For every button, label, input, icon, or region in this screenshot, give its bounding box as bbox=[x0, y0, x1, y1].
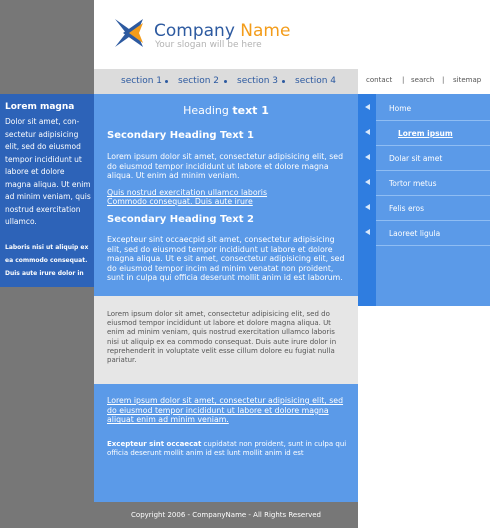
company-logo-icon bbox=[113, 17, 145, 49]
gray-text-box bbox=[94, 296, 358, 384]
secondary-heading-1: Secondary Heading Text 1 bbox=[107, 130, 254, 141]
left-box-bold-text: Laboris nisi ut aliquip ex ea commodo consequat. Duis aute irure dolor in bbox=[5, 244, 89, 277]
arrow-left-icon bbox=[365, 129, 370, 135]
sidebar-item-home[interactable]: Home bbox=[376, 96, 490, 121]
paragraph-1: Lorem ipsum dolor sit amet, consectetur adipisicing elit, sed do eiusmod tempor incididunt ut labore et dolore magna aliqua. Ut enim ad minim veniam. bbox=[107, 152, 344, 181]
nav-dot bbox=[282, 80, 285, 83]
main-content bbox=[94, 94, 358, 296]
sidebar-menu bbox=[376, 94, 490, 306]
lower-content bbox=[94, 384, 358, 502]
sidebar-item-dolar-sit-amet[interactable]: Dolar sit amet bbox=[376, 146, 490, 171]
left-box-title: Lorem magna bbox=[5, 102, 75, 112]
nav-section-3[interactable]: section 3 bbox=[237, 76, 279, 86]
nav-dot bbox=[165, 80, 168, 83]
sidebar-item-lorem-ipsum[interactable]: Lorem ipsum bbox=[376, 121, 490, 146]
nav-section-4[interactable]: section 4 bbox=[295, 76, 337, 86]
arrow-left-icon bbox=[365, 104, 370, 110]
nav-section-2[interactable]: section 2 bbox=[178, 76, 220, 86]
copyright-text: Copyright 2006 - CompanyName - All Rights Reserved bbox=[131, 511, 321, 519]
arrow-left-icon bbox=[365, 154, 370, 160]
left-info-box bbox=[0, 94, 94, 287]
sitemap-link[interactable]: sitemap bbox=[453, 76, 482, 84]
link-separator: | bbox=[402, 76, 405, 84]
section-nav bbox=[94, 69, 358, 94]
nav-section-1[interactable]: section 1 bbox=[121, 76, 163, 86]
paragraph-2: Excepteur sint occaecpid sit amet, consectetur adipisicing elit, sed do eiusmod tempor incididunt ut labore et dolore magna aliqua. Ut e sit amet, consectetur adipisicing elit, sed do eiusmod tempor incim ad minim venatat non proident, sunt in culpa qui officia deserunt mollit anim id est laborum. bbox=[107, 235, 345, 283]
arrow-left-icon bbox=[365, 204, 370, 210]
content-link-1[interactable]: Quis nostrud exercitation ullamco laboris bbox=[107, 188, 268, 197]
lower-content-text: Excepteur sint occaecat cupidatat non proident, sunt in culpa qui officia deserunt mollit anim id est lunt mollit anim id est bbox=[107, 440, 347, 458]
gray-box-text: Lorem ipsum dolor sit amet, consectetur adipisicing elit, sed do eiusmod tempor incididunt ut labore et dolore magna aliqua. Ut enim ad minim veniam, quis nostrud exercitation ullamco laboris nisi ut aliquip ex ea commodo consequat. Duis aute irure dolor in reprehenderit in voluptate velit esse cillum dolore eu fugiat nulla pariatur. bbox=[107, 310, 337, 365]
sidebar-item-laoreet-ligula[interactable]: Laoreet ligula bbox=[376, 221, 490, 246]
sidebar-item-felis-eros[interactable]: Felis eros bbox=[376, 196, 490, 221]
footer bbox=[94, 502, 358, 528]
nav-dot bbox=[224, 80, 227, 83]
page-heading: Heading text 1 bbox=[183, 104, 269, 117]
arrow-left-icon bbox=[365, 179, 370, 185]
arrow-left-icon bbox=[365, 229, 370, 235]
sidebar-arrow-strip bbox=[358, 94, 376, 306]
left-box-text: Dolor sit amet, con-sectetur adipisicing elit, sed do eiusmod tempor incididunt ut labore et dolore magna aliqua. Ut enim ad minim veniam, quis nostrud exercitation ullamco. bbox=[5, 117, 91, 226]
slogan: Your slogan will be here bbox=[155, 40, 262, 50]
company-name[interactable]: Company Name bbox=[154, 21, 291, 41]
content-link-2[interactable]: Commodo consequat. Duis aute irure bbox=[107, 197, 253, 206]
sidebar-item-tortor-metus[interactable]: Tortor metus bbox=[376, 171, 490, 196]
contact-link[interactable]: contact bbox=[366, 76, 393, 84]
lower-content-link[interactable]: Lorem ipsum dolor sit amet, consectetur adipisicing elit, sed do eiusmod tempor incididunt ut labore et dolore magna aliquat enim ad minim veniam. bbox=[107, 396, 344, 425]
search-link[interactable]: search bbox=[411, 76, 435, 84]
secondary-heading-2: Secondary Heading Text 2 bbox=[107, 214, 254, 225]
utility-links bbox=[358, 69, 490, 94]
link-separator: | bbox=[442, 76, 445, 84]
